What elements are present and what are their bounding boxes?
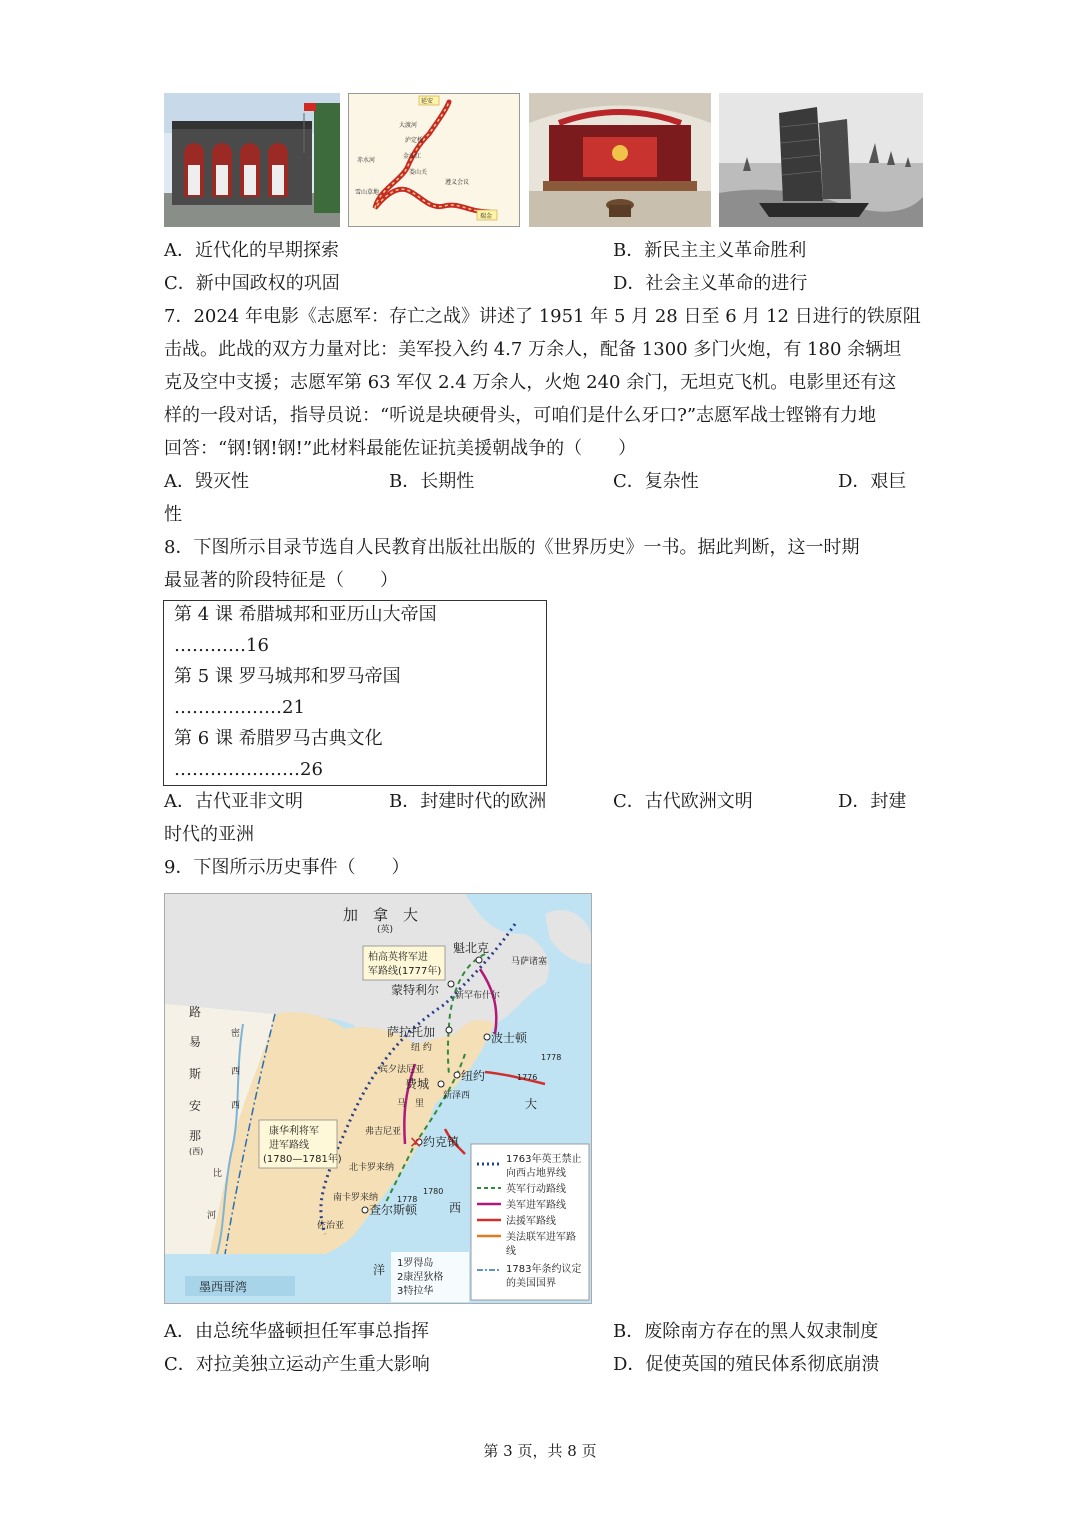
photo-assembly-hall [529, 93, 711, 227]
q8-option-a[interactable]: A．古代亚非文明 [164, 791, 303, 812]
label-yanan: 延安 [421, 98, 434, 105]
legend-1783-line-2: 的美国国界 [506, 1278, 556, 1289]
map-label-louisiana-4: 安 [189, 1099, 202, 1113]
map-label-cornwallis-2: 进军路线 [269, 1140, 309, 1151]
map-region-georgia: 佐治亚 [317, 1221, 345, 1231]
toc-lesson-6: 第 6 课 希腊罗马古典文化 [174, 728, 383, 749]
page-footer: 第 3 页，共 8 页 [483, 1442, 597, 1460]
table-of-contents-box [163, 600, 547, 786]
q9-option-b[interactable]: B．废除南方存在的黑人奴隶制度 [613, 1321, 879, 1342]
map-label-river-3: 西 [231, 1101, 241, 1111]
map-label-river-1: 密 [231, 1029, 241, 1039]
map-ocean-2: 西 [449, 1201, 462, 1215]
battle-marker-icon: ✕ [409, 1133, 423, 1152]
map-region-ncarolina: 北卡罗来纳 [349, 1163, 395, 1173]
map-label-cornwallis-1: 康华利将军 [269, 1126, 319, 1137]
map-label-louisiana-2: 易 [189, 1035, 202, 1049]
map-label-burgoyne-2: 军路线(1777年) [368, 966, 442, 977]
map-label-burgoyne-1: 柏高英将军进 [368, 952, 428, 963]
q8-option-b[interactable]: B．封建时代的欧洲 [389, 791, 547, 812]
map-region-maryland: 马 里 [397, 1099, 425, 1109]
map-label-louisiana-sub: (西) [189, 1147, 204, 1156]
toc-lesson-5-page: ………………21 [174, 697, 305, 718]
q7-stem-line-2: 击战。此战的双方力量对比：美军投入约 4.7 万余人，配备 1300 多门火炮，有 180 余辆坦 [164, 339, 902, 360]
map-city-saratoga: 萨拉托加 [387, 1025, 436, 1039]
q6-option-b[interactable]: B．新民主主义革命胜利 [613, 240, 807, 261]
map-label-louisiana-3: 斯 [189, 1067, 202, 1081]
map-label-river-2: 西 [231, 1067, 241, 1077]
q8-stem-line-1: 8．下图所示目录节选自人民教育出版社出版的《世界历史》一书。据此判断，这一时期 [164, 537, 860, 558]
map-year-3: 1780 [423, 1187, 444, 1196]
q8-option-c[interactable]: C．古代欧洲文明 [613, 791, 753, 812]
label-chishuihe: 赤水河 [357, 157, 376, 164]
legend-allied-1: 美法联军进军路 [506, 1232, 576, 1243]
q7-option-c[interactable]: C．复杂性 [613, 471, 699, 492]
label-zunyi: 遵义会议 [445, 179, 470, 186]
map-label-river-5: 河 [207, 1211, 217, 1221]
q8-option-d[interactable]: D．封建 [838, 791, 907, 812]
photo-memorial-hall [164, 93, 340, 227]
map-numbered-1: 1罗得岛 [397, 1258, 434, 1269]
map-region-newyork: 纽 约 [411, 1043, 432, 1053]
legend-1763-line-2: 向西占地界线 [506, 1168, 566, 1179]
legend-french: 法援军路线 [506, 1216, 556, 1227]
label-ruijin: 瑞金 [480, 213, 493, 220]
map-label-canada-sub: (英) [377, 925, 394, 935]
q8-option-d-continued: 时代的亚洲 [164, 824, 254, 845]
label-loushanguan: 娄山关 [409, 169, 428, 176]
map-city-philadelphia: 费城 [405, 1077, 430, 1091]
map-label-canada: 加 拿 大 [343, 906, 419, 924]
map-region-newhampshire: 新罕布什尔 [455, 991, 501, 1001]
q9-option-a[interactable]: A．由总统华盛顿担任军事总指挥 [164, 1321, 429, 1342]
map-city-quebec: 魁北克 [453, 941, 490, 955]
label-ludingqiao: 泸定桥 [405, 137, 424, 144]
photo-sailing-junk [719, 93, 923, 227]
q9-stem: 9．下图所示历史事件（ ） [164, 857, 410, 878]
map-city-newyork: 纽约 [461, 1069, 486, 1083]
q7-stem-line-3: 克及空中支援；志愿军第 63 军仅 2.4 万余人，火炮 240 余门，无坦克飞机。电影里还有这 [164, 372, 897, 393]
map-numbered-2: 2康涅狄格 [397, 1272, 444, 1283]
q7-option-b[interactable]: B．长期性 [389, 471, 475, 492]
toc-lesson-5: 第 5 课 罗马城邦和罗马帝国 [174, 666, 401, 687]
label-daduhe: 大渡河 [399, 122, 418, 129]
map-label-louisiana-5: 那 [189, 1129, 202, 1143]
map-region-mass: 马萨诸塞 [511, 957, 548, 967]
label-xueshan: 雪山草地 [355, 189, 380, 196]
map-city-charleston: 查尔斯顿 [369, 1203, 418, 1217]
q6-option-a[interactable]: A．近代化的早期探索 [164, 240, 339, 261]
q7-option-d-continued: 性 [164, 504, 182, 525]
q9-option-c[interactable]: C．对拉美独立运动产生重大影响 [164, 1354, 430, 1375]
legend-british: 英军行动路线 [506, 1184, 566, 1195]
q7-stem-line-1: 7．2024 年电影《志愿军：存亡之战》讲述了 1951 年 5 月 28 日至 6 月 12 日进行的铁原阻 [164, 306, 921, 327]
map-label-gulf: 墨西哥湾 [199, 1280, 248, 1294]
legend-1783-line-1: 1783年条约议定 [506, 1264, 582, 1275]
map-ocean-1: 大 [525, 1097, 538, 1111]
map-city-yorktown: 约克镇 [423, 1135, 460, 1149]
q6-option-d[interactable]: D．社会主义革命的进行 [613, 273, 808, 294]
map-region-pennsylvania: 宾夕法尼亚 [379, 1065, 425, 1075]
toc-lesson-4-page: …………16 [174, 635, 269, 656]
q8-stem-line-2: 最显著的阶段特征是（ ） [164, 570, 398, 591]
q7-option-a[interactable]: A．毁灭性 [164, 471, 249, 492]
toc-lesson-4: 第 4 课 希腊城邦和亚历山大帝国 [174, 604, 437, 625]
map-label-cornwallis-3: (1780—1781年) [263, 1154, 342, 1165]
q7-option-d[interactable]: D．艰巨 [838, 471, 907, 492]
q6-option-c[interactable]: C．新中国政权的巩固 [164, 273, 340, 294]
q9-option-d[interactable]: D．促使英国的殖民体系彻底崩溃 [613, 1354, 880, 1375]
map-city-montreal: 蒙特利尔 [391, 983, 440, 997]
map-year-1: 1776 [517, 1073, 538, 1082]
american-revolution-map [164, 893, 592, 1304]
map-label-louisiana-1: 路 [189, 1005, 202, 1019]
map-year-4: 1778 [397, 1195, 418, 1204]
legend-allied-2: 线 [506, 1246, 516, 1257]
long-march-route-map [348, 93, 520, 227]
map-label-river-4: 比 [213, 1169, 223, 1179]
q7-stem-line-4: 样的一段对话，指导员说：“听说是块硬骨头，可咱们是什么牙口?”志愿军战士铿锵有力地 [164, 405, 877, 426]
q7-stem-line-5: 回答：“钢!钢!钢!”此材料最能佐证抗美援朝战争的（ ） [164, 438, 637, 459]
toc-lesson-6-page: …………………26 [174, 759, 323, 780]
map-numbered-3: 3特拉华 [397, 1286, 434, 1297]
legend-1763-line-1: 1763年英王禁止 [506, 1154, 582, 1165]
map-region-virginia: 弗吉尼亚 [365, 1127, 402, 1137]
map-city-boston: 波士顿 [491, 1031, 528, 1045]
label-jinshajiang: 金沙江 [403, 153, 422, 160]
map-ocean-3: 洋 [373, 1263, 386, 1277]
map-region-newjersey: 新泽西 [443, 1091, 471, 1101]
legend-american: 美军进军路线 [506, 1200, 566, 1211]
map-region-scarolina: 南卡罗来纳 [333, 1193, 379, 1203]
map-year-2: 1778 [541, 1053, 562, 1062]
